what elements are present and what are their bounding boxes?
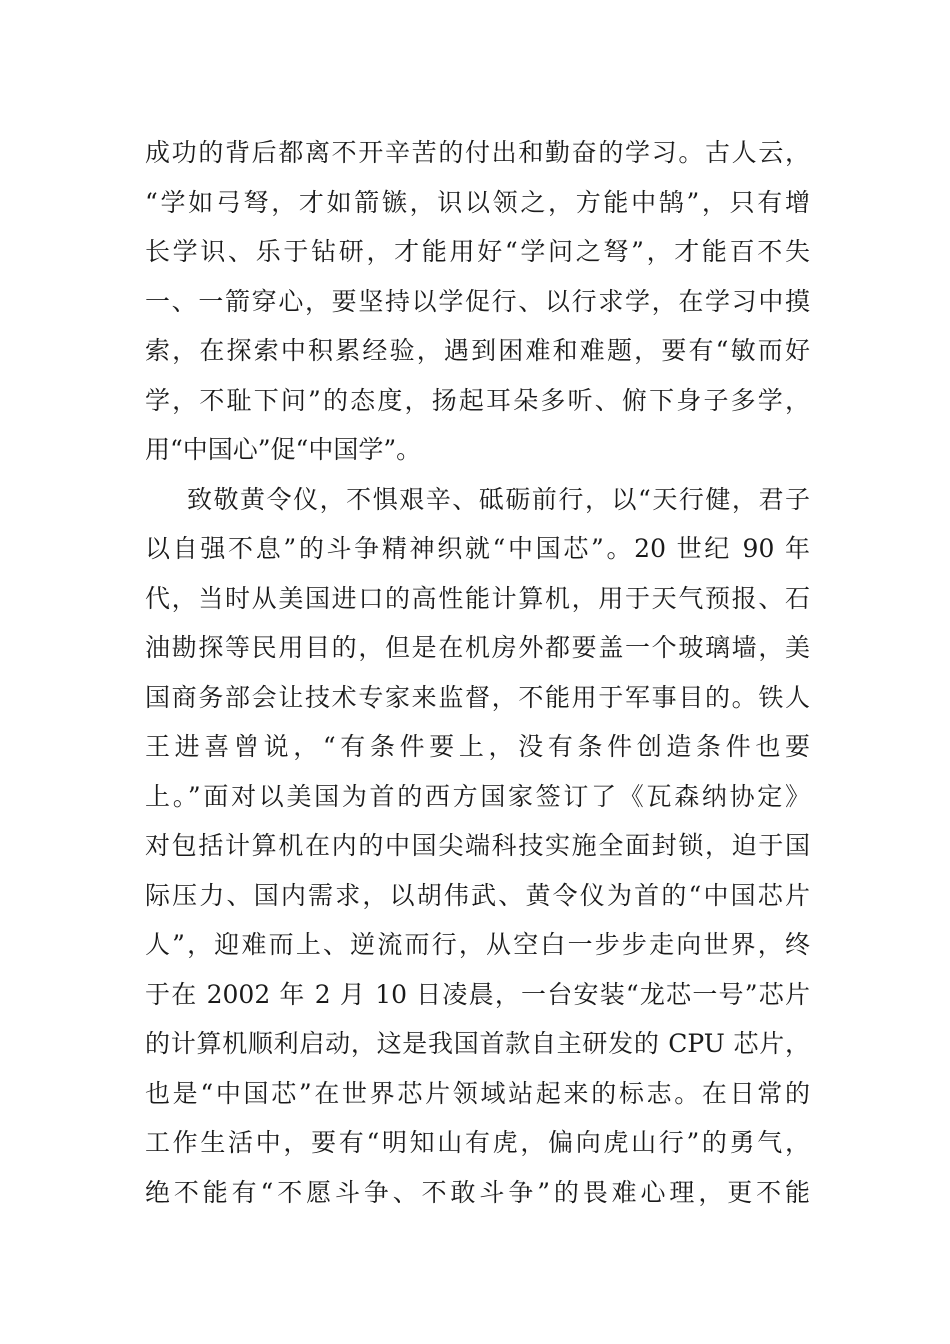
text-line: 王进喜曾说，“有条件要上，没有条件创造条件也要 [145, 732, 810, 761]
text-line: 长学识、乐于钻研，才能用好“学问之弩”，才能百不失 [145, 237, 810, 266]
text-line: 以自强不息”的斗争精神织就“中国芯”。20 世纪 90 年 [145, 534, 810, 563]
text-line-paragraph-start: 致敬黄令仪，不惧艰辛、砥砺前行，以“天行健，君子 [187, 484, 810, 514]
text-line: 成功的背后都离不开辛苦的付出和勤奋的学习。古人云， [145, 138, 810, 167]
body-text [145, 128, 810, 1217]
text-line: 工作生活中，要有“明知山有虎，偏向虎山行”的勇气， [145, 1128, 810, 1157]
text-line: “学如弓弩，才如箭镞，识以领之，方能中鹄”，只有增 [145, 187, 810, 217]
text-line: 学，不耻下问”的态度，扬起耳朵多听、俯下身子多学， [145, 385, 810, 415]
text-line: 于在 2002 年 2 月 10 日凌晨，一台安装“龙芯一号”芯片 [145, 979, 810, 1009]
text-line: 人”，迎难而上、逆流而行，从空白一步步走向世界，终 [145, 930, 810, 959]
text-line: 代，当时从美国进口的高性能计算机，用于天气预报、石 [145, 583, 810, 613]
text-line-paragraph-end: 用“中国心”促“中国学”。 [145, 435, 422, 464]
text-line: 索，在探索中积累经验，遇到困难和难题，要有“敏而好 [145, 336, 810, 365]
text-line: 对包括计算机在内的中国尖端科技实施全面封锁，迫于国 [145, 831, 810, 860]
text-line: 的计算机顺利启动，这是我国首款自主研发的 CPU 芯片， [145, 1029, 810, 1058]
text-line: 一、一箭穿心，要坚持以学促行、以行求学，在学习中摸 [145, 286, 810, 316]
text-line: 上。”面对以美国为首的西方国家签订了《瓦森纳协定》 [145, 781, 810, 811]
text-line: 绝不能有“不愿斗争、不敢斗争”的畏难心理，更不能 [145, 1177, 810, 1207]
text-line: 国商务部会让技术专家来监督，不能用于军事目的。铁人 [145, 682, 810, 712]
text-line: 油勘探等民用目的，但是在机房外都要盖一个玻璃墙，美 [145, 633, 810, 662]
text-line: 际压力、国内需求，以胡伟武、黄令仪为首的“中国芯片 [145, 880, 810, 910]
text-line: 也是“中国芯”在世界芯片领域站起来的标志。在日常的 [145, 1078, 810, 1108]
